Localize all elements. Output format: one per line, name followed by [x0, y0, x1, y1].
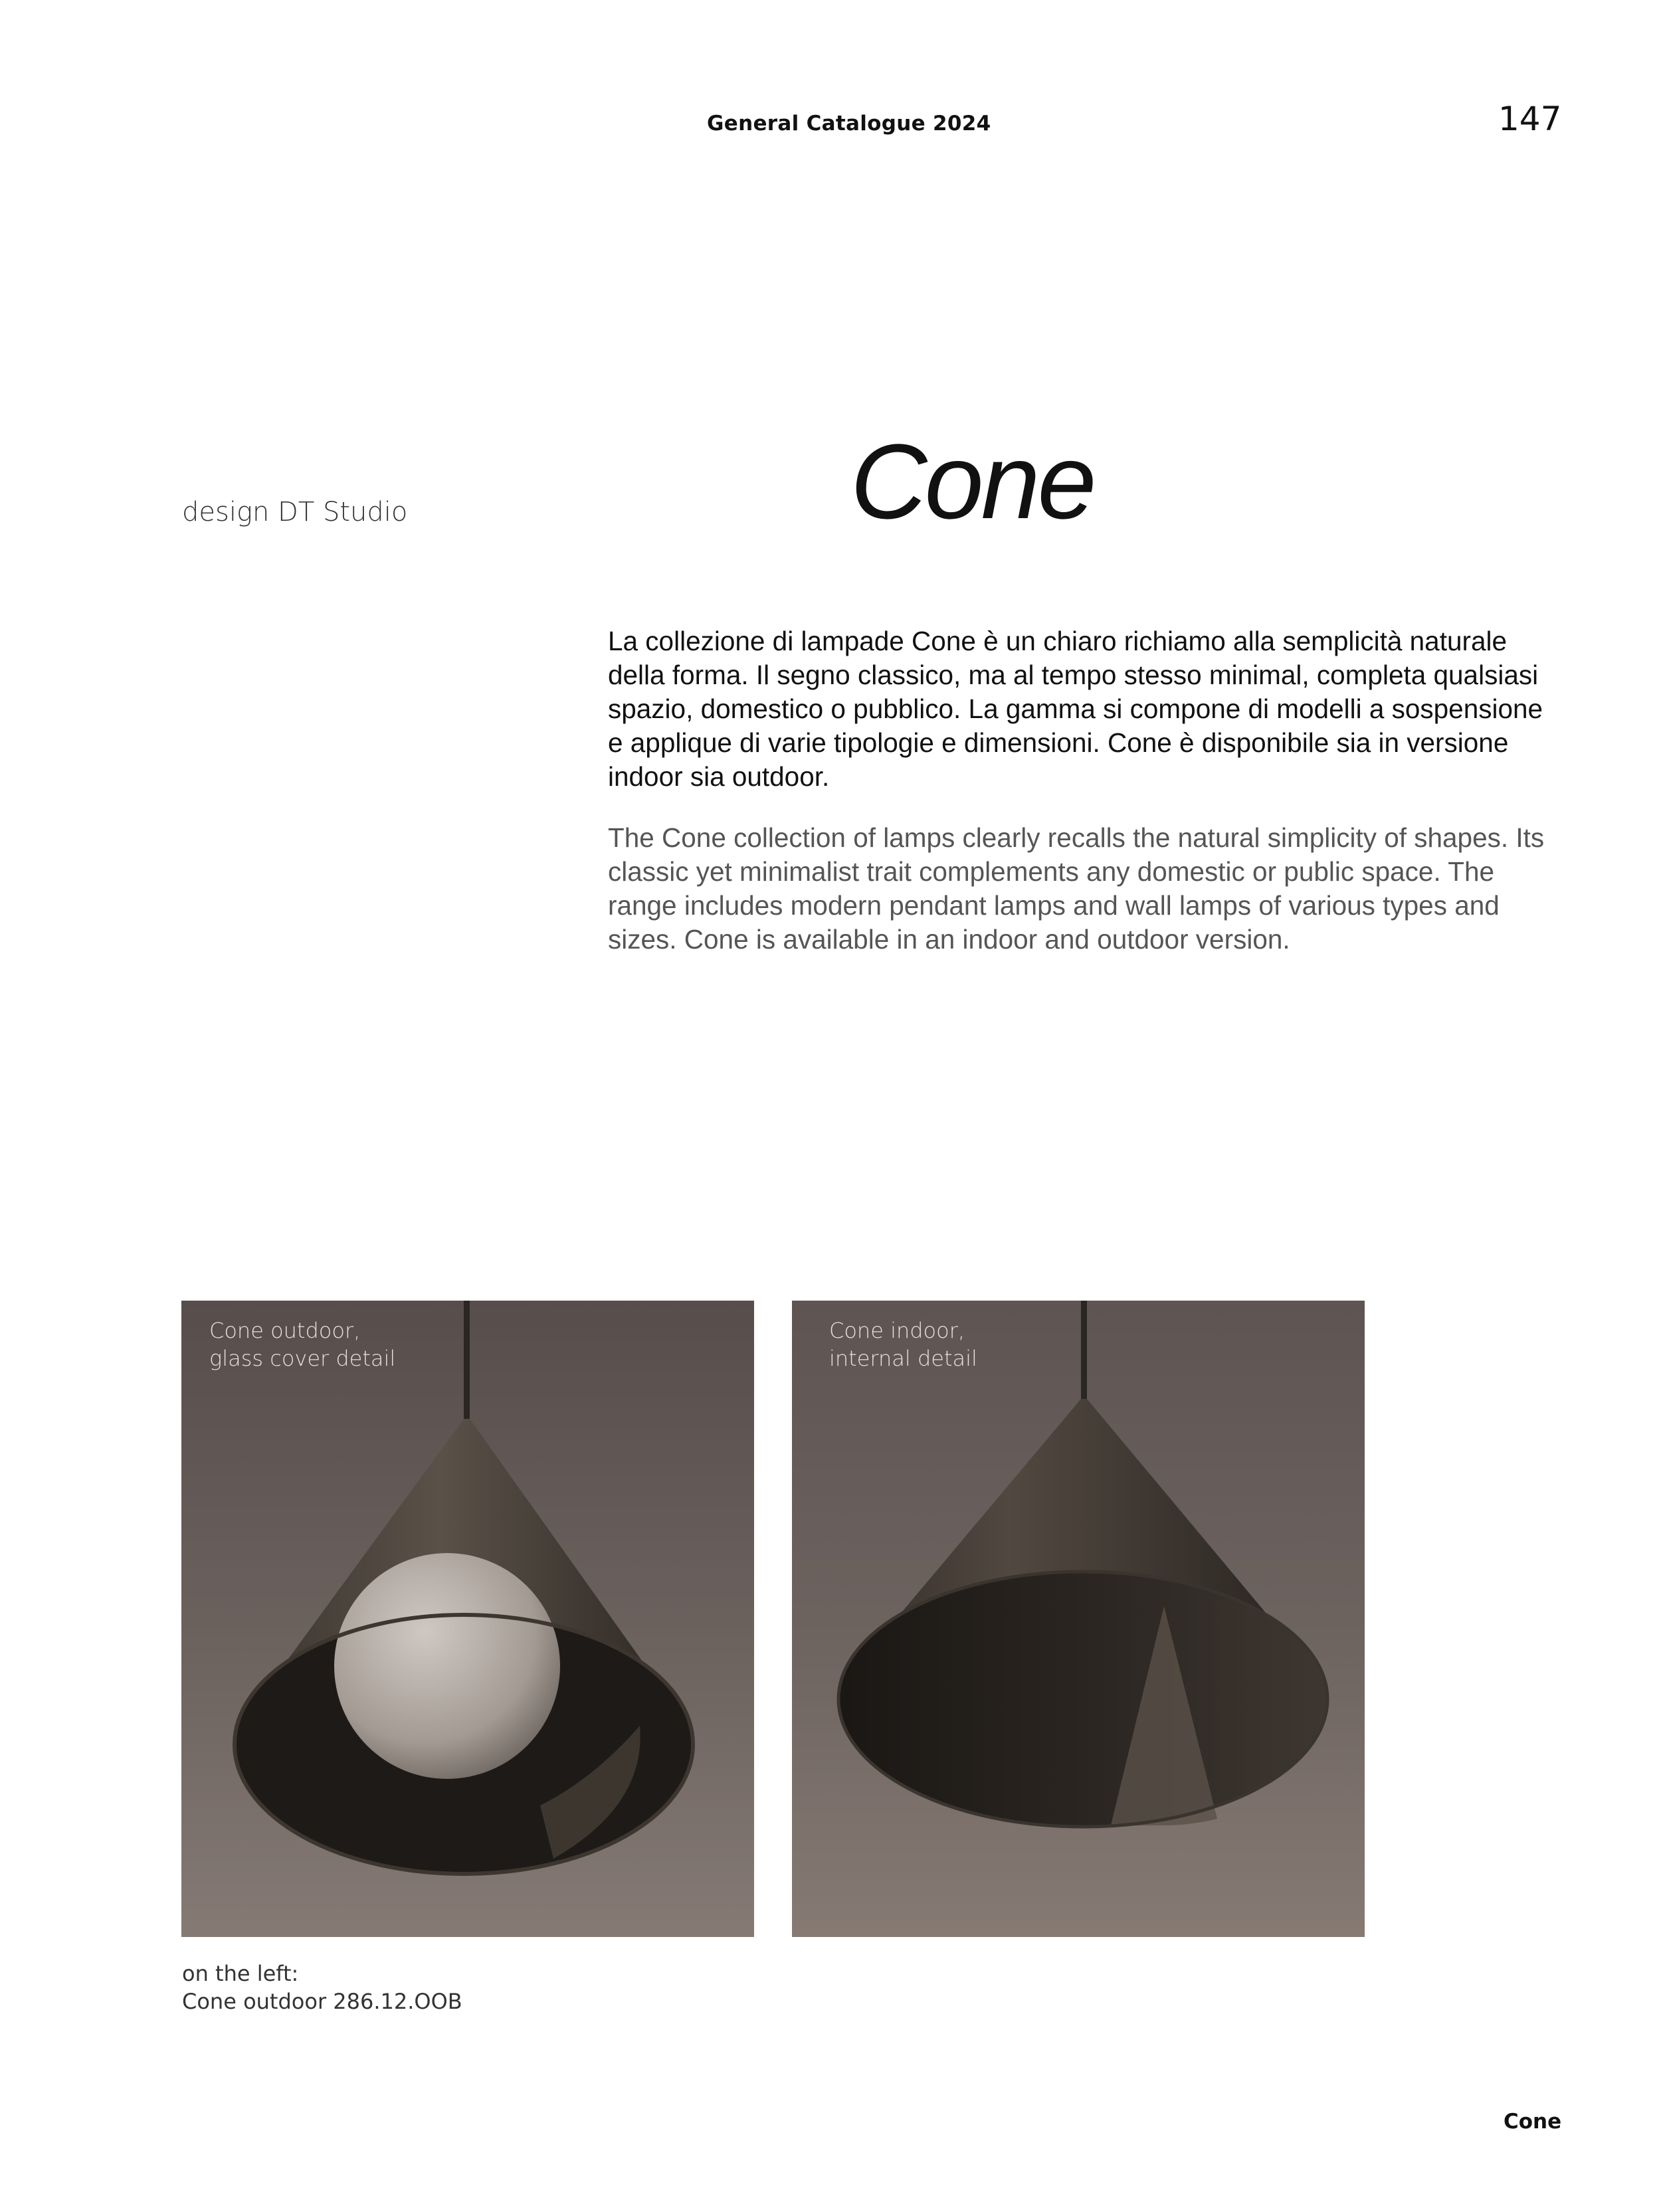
designer-credit: design DT Studio	[182, 497, 408, 527]
catalogue-title: General Catalogue 2024	[707, 112, 991, 136]
cone-indoor-illustration	[792, 1301, 1365, 1937]
product-title: Cone	[850, 422, 1094, 541]
photo-cone-indoor	[792, 1301, 1365, 1937]
photo-caption-indoor: Cone indoor, internal detail	[829, 1318, 977, 1371]
footer-section-label: Cone	[1504, 2110, 1562, 2134]
description-english: The Cone collection of lamps clearly recalls the natural simplicity of shapes. Its classic yet minimalist trait complements any domestic or public space. The range includes modern pendant lamps and wall lamps of various types and sizes. Cone is available in an indoor and outdoor version.	[608, 822, 1545, 955]
cone-outdoor-illustration	[181, 1301, 754, 1937]
photo-cone-outdoor	[181, 1301, 754, 1937]
page-number: 147	[1498, 100, 1562, 138]
photo-footnote: on the left: Cone outdoor 286.12.OOB	[182, 1961, 462, 2014]
photo-caption-outdoor: Cone outdoor, glass cover detail	[209, 1318, 396, 1371]
description-italian: La collezione di lampade Cone è un chiaro richiamo alla semplicità naturale della forma. Il segno classico, ma al tempo stesso minimal, completa qualsiasi spazio, domestico o pubblico. La gamma si compone di modelli a sospensione e applique di varie tipologie e dimensioni. Cone è disponibile sia in versione indoor sia outdoor.	[608, 626, 1543, 792]
